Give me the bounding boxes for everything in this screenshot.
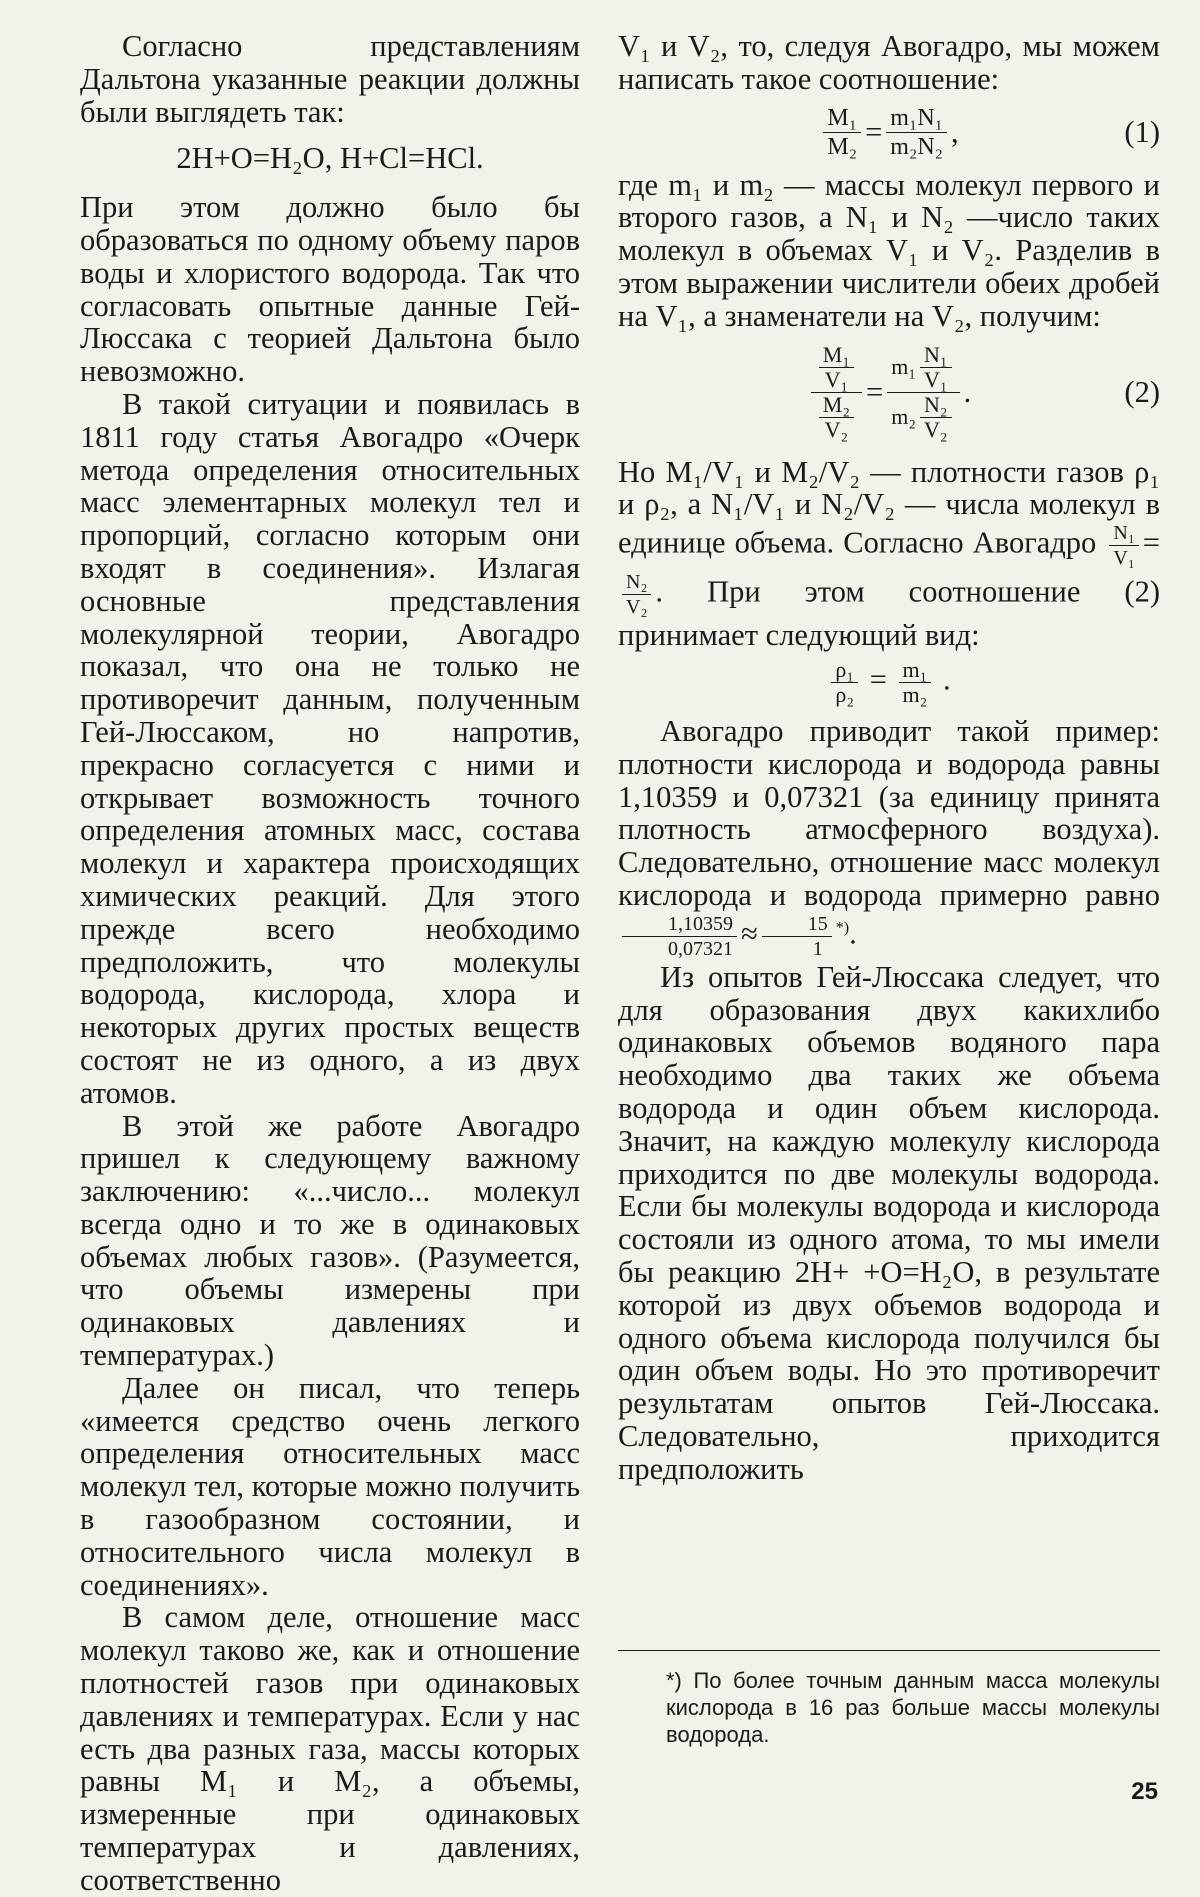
fraction: $\frac{\text{m₁N₁}}{\text{m₂N₂}}$ (886, 104, 947, 161)
paragraph: В этой же работе Авогадро пришел к следующему важному заключению: «...число... молекул всегда одно и то же в одинаковых объемах любых газов». (Разумеется, что объемы измерены при одинаковых давлениях и температурах.) (80, 1108, 580, 1373)
fraction: $\frac{15}{1}$ (762, 912, 832, 961)
fraction: $\frac{\text{M₁}}{\text{M₂}}$ (823, 104, 861, 161)
footnote: *) По более точным данным масса молекулы кислорода в 16 раз больше массы молекулы водорода. (666, 1668, 1160, 1747)
fraction: $\frac{1,10359}{0,07321}$ (622, 912, 737, 961)
equation-2: $\frac{\frac{\text{M₁}}{\text{V₁}}}{\frac{\text{M₂}}{\text{V₂}}}$ = m₁ $\frac{\text{N₁}}{\text{V₁}}$ m₂ $\frac{\text{N₂}}{\text{V₂}}$ . (2) (618, 343, 1160, 442)
right-column (618, 30, 1160, 1486)
paragraph: Согласно представлениям Дальтона указанные реакции должны были выглядеть так: (80, 29, 580, 129)
paragraph: В такой ситуации и появилась в 1811 году статья Авогадро «Очерк метода определения относительных масс элементарных молекул тел и пропорций, согласно которым они входят в соединения». Излагая основные представления молекулярной теории, Авогадро показал, что она не только не противоречит данным, полученным Гей-Люссаком, но напротив, прекрасно согласуется с ними и открывает возможность точного определения атомных масс, состава молекул и характера происходящих химических реакций. Для этого прежде всего необходимо предположить, что молекулы водорода, кислорода, хлора и некоторых других простых веществ состоят не из одного, а из двух атомов. (80, 386, 580, 1110)
reaction-equation: 2H+O=H₂O, H+Cl=HCl. (176, 141, 484, 176)
fraction: $\frac{\text{m₁}}{\text{m₂}}$ (899, 658, 932, 707)
paragraph: Авогадро приводит такой пример: плотности кислорода и водорода равны 1,10359 и 0,07321 (за единицу принята плотность атмосферного воздуха). Следовательно, отношение масс молекул кислорода и водорода примерно равно $\frac{1,10359}{0,07321}$ ≈ $\frac{15}{1}$ *). (618, 713, 1160, 960)
equation-3: $\frac{\text{ρ₁}}{\text{ρ₂}}$ = $\frac{\text{m₁}}{\text{m₂}}$ . (618, 658, 1160, 707)
equation-label: (2) (1124, 374, 1160, 409)
paragraph: V₁ и V₂, то, следуя Авогадро, мы можем написать такое соотношение: (618, 29, 1160, 96)
equation-1: $\frac{\text{M₁}}{\text{M₂}}$ = $\frac{\text{m₁N₁}}{\text{m₂N₂}}$ , (1) (618, 104, 1160, 161)
compound-fraction: $\frac{\frac{\text{M₁}}{\text{V₁}}}{\frac{\text{M₂}}{\text{V₂}}}$ (811, 343, 862, 442)
footnote-divider (618, 1650, 1160, 1651)
fraction: $\frac{\text{ρ₁}}{\text{ρ₂}}$ (831, 658, 858, 707)
paragraph: В самом деле, отношение масс молекул таково же, как и отношение плотностей газов при одинаковых давлениях и температурах. Если у нас есть два разных газа, массы которых равны M₁ и M₂, а объемы, измеренные при одинаковых температурах и давлениях, соответственно (80, 1600, 580, 1897)
fraction: $\frac{\text{N₂}}{\text{V₂}}$ (622, 570, 651, 619)
fraction: $\frac{\text{N₁}}{\text{V₁}}$ (1109, 521, 1138, 570)
paragraph: Далее он писал, что теперь «имеется средство очень легкого определения относительных масс молекул тел, которые можно получить в газообразном состоянии, и относительного числа молекул в соединениях». (80, 1370, 580, 1602)
page-number: 25 (1131, 1778, 1158, 1805)
paragraph: Из опытов Гей-Люссака следует, что для образования двух какихлибо одинаковых объемов водяного пара необходимо два таких же объема водорода и один объем кислорода. Значит, на каждую молекулу кислорода приходится по две молекулы водорода. Если бы молекулы водорода и кислорода состояли из одного атома, то мы имели бы реакцию 2H+ +O=H₂O, в результате которой из двух объемов водорода и одного объема кислорода получился бы один объем воды. Но это противоречит результатам опытов Гей-Люссака. Следовательно, приходится предположить (618, 959, 1160, 1486)
paragraph: где m₁ и m₂ — массы молекул первого и второго газов, а N₁ и N₂ —число таких молекул в объемах V₁ и V₂. Разделив в этом выражении числители обеих дробей на V₁, а знаменатели на V₂, получим: (618, 167, 1160, 333)
left-column (80, 30, 580, 1897)
paragraph: При этом должно было бы образоваться по одному объему паров воды и хлористого водорода. Так что согласовать опытные данные Гей-Люссака с теорией Дальтона было невозможно. (80, 190, 580, 389)
equation-label: (1) (1124, 114, 1160, 149)
compound-fraction: m₁ $\frac{\text{N₁}}{\text{V₁}}$ m₂ $\frac{\text{N₂}}{\text{V₂}}$ (887, 343, 959, 442)
footnote-marker: *) (835, 919, 850, 937)
paragraph: Но M₁/V₁ и M₂/V₂ — плотности газов ρ₁ и ρ₂, а N₁/V₁ и N₂/V₂ — числа молекул в единице объема. Согласно Авогадро $\frac{\text{N₁}}{\text{V₁}}$ = $\frac{\text{N₂}}{\text{V₂}}$ . При этом соотношение (2) принимает следующий вид: (618, 454, 1160, 653)
